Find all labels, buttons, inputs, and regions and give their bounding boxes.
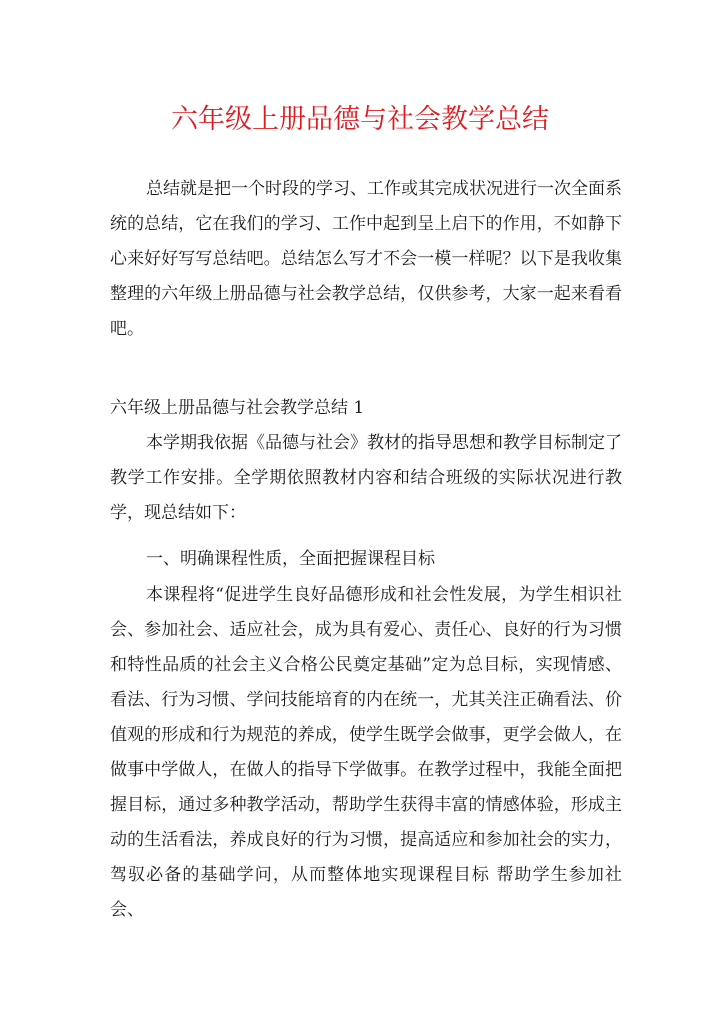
body-paragraph-2: 本课程将“促进学生良好品德形成和社会性发展，为学生相识社会、参加社会、适应社会，成为具有爱心、责任心、良好的行为习惯和特性品质的社会主义合格公民奠定基础”定为总目标，实现情感、看法、行为习惯、学问技能培育的内在统一，尤其关注正确看法、价值观的形成和行为规范的养成，使学生既学会做事，更学会做人，在做事中学做人，在做人的指导下学做事。在教学过程中，我能全面把握目标，通过多种教学活动，帮助学生获得丰富的情感体验，形成主动的生活看法，养成良好的行为习惯，提高适应和参加社会的实力，驾驭必备的基础学问，从而整体地实现课程目标 帮助学生参加社会、 xyxy=(110,585,622,920)
document-title: 六年级上册品德与社会教学总结 xyxy=(171,104,549,135)
subheading-1: 一、明确课程性质，全面把握课程目标 xyxy=(146,549,435,569)
body-paragraph-1: 本学期我依据《品德与社会》教材的指导思想和教学目标制定了教学工作安排。全学期依照教材内容和结合班级的实际状况进行教学，现总结如下： xyxy=(110,433,622,523)
section-heading: 六年级上册品德与社会教学总结 1 xyxy=(110,398,365,418)
intro-paragraph: 总结就是把一个时段的学习、工作或其完成状况进行一次全面系统的总结，它在我们的学习、工作中起到呈上启下的作用，不如静下心来好好写写总结吧。总结怎么写才不会一模一样呢？以下是我收集整理的六年级上册品德与社会教学总结，仅供参考，大家一起来看看吧。 xyxy=(110,179,622,339)
